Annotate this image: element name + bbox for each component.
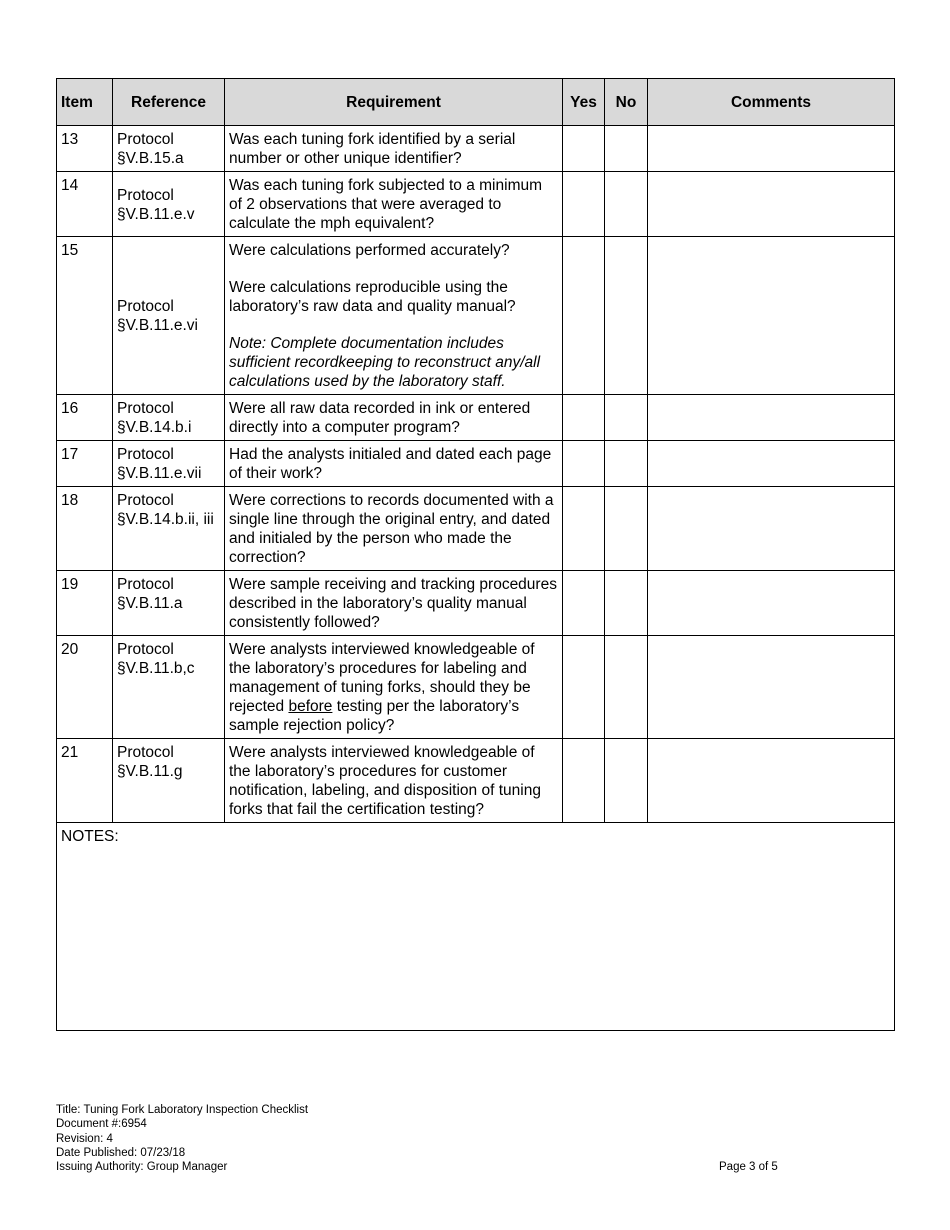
yes-cell[interactable] — [563, 636, 605, 739]
item-number: 20 — [57, 636, 113, 739]
comments-cell[interactable] — [648, 172, 895, 237]
reference-cell: Protocol §V.B.11.a — [113, 571, 225, 636]
requirement-text: Was each tuning fork subjected to a minimum of 2 observations that were averaged to calculate the mph equivalent? — [229, 177, 543, 232]
reference-cell: Protocol §V.B.14.b.i — [113, 395, 225, 441]
notes-cell[interactable] — [57, 823, 895, 1031]
no-cell[interactable] — [605, 636, 648, 739]
no-cell[interactable] — [605, 126, 648, 172]
requirement-text: Were all raw data recorded in ink or entered directly into a computer program? — [229, 400, 531, 436]
item-number: 15 — [57, 237, 113, 395]
comments-cell[interactable] — [648, 441, 895, 487]
yes-cell[interactable] — [563, 172, 605, 237]
table-row — [57, 237, 895, 395]
requirement-text: Were calculations performed accurately? — [229, 242, 510, 259]
notes-label: NOTES: — [61, 828, 119, 845]
document-footer — [56, 1103, 308, 1174]
requirement-text: Was each tuning fork identified by a serial number or other unique identifier? — [229, 131, 516, 167]
no-cell[interactable] — [605, 571, 648, 636]
item-number: 16 — [57, 395, 113, 441]
comments-cell[interactable] — [648, 395, 895, 441]
table-row — [57, 172, 895, 237]
yes-cell[interactable] — [563, 571, 605, 636]
requirement-cell — [225, 636, 563, 739]
yes-cell[interactable] — [563, 441, 605, 487]
table-row — [57, 571, 895, 636]
requirement-cell — [225, 441, 563, 487]
no-cell[interactable] — [605, 237, 648, 395]
requirement-text: Were corrections to records documented with a single line through the original entry, and dated and initialed by the person who made the correction? — [229, 492, 554, 566]
requirement-cell — [225, 395, 563, 441]
requirement-note: Note: Complete documentation includes sufficient recordkeeping to reconstruct any/all calculations used by the laboratory staff. — [229, 335, 541, 390]
comments-cell[interactable] — [648, 126, 895, 172]
item-number: 13 — [57, 126, 113, 172]
footer-issuing-authority: Issuing Authority: Group Manager — [56, 1161, 228, 1174]
item-number: 21 — [57, 739, 113, 823]
header-item: Item — [57, 79, 113, 126]
requirement-cell — [225, 172, 563, 237]
table-row — [57, 739, 895, 823]
reference-cell: Protocol §V.B.11.e.vii — [113, 441, 225, 487]
header-no: No — [605, 79, 648, 126]
requirement-cell — [225, 739, 563, 823]
reference-cell: Protocol §V.B.15.a — [113, 126, 225, 172]
requirement-text: Had the analysts initialed and dated each page of their work? — [229, 446, 552, 482]
no-cell[interactable] — [605, 172, 648, 237]
requirement-underlined-word: before — [288, 698, 333, 715]
table-header-row — [57, 79, 895, 126]
requirement-cell — [225, 571, 563, 636]
yes-cell[interactable] — [563, 395, 605, 441]
comments-cell[interactable] — [648, 636, 895, 739]
requirement-text-post: testing per the laboratory’s sample rejection policy? — [229, 698, 520, 734]
item-number: 18 — [57, 487, 113, 571]
yes-cell[interactable] — [563, 487, 605, 571]
requirement-cell — [225, 487, 563, 571]
reference-cell: Protocol §V.B.11.g — [113, 739, 225, 823]
header-requirement: Requirement — [225, 79, 563, 126]
notes-row — [57, 823, 895, 1031]
header-reference: Reference — [113, 79, 225, 126]
footer-revision: Revision: 4 — [56, 1132, 113, 1145]
requirement-text: Were analysts interviewed knowledgeable of the laboratory’s procedures for customer notification, labeling, and disposition of tuning forks that fail the certification testing? — [229, 744, 541, 818]
reference-cell: Protocol §V.B.11.e.v — [113, 172, 225, 237]
requirement-text-pre: Were analysts interviewed knowledgeable of the laboratory’s procedures for labeling and management of tuning forks, should they be rejected — [229, 641, 535, 715]
reference-cell: Protocol §V.B.11.e.vi — [113, 237, 225, 395]
no-cell[interactable] — [605, 487, 648, 571]
header-comments: Comments — [648, 79, 895, 126]
reference-cell: Protocol §V.B.14.b.ii, iii — [113, 487, 225, 571]
reference-cell: Protocol §V.B.11.b,c — [113, 636, 225, 739]
comments-cell[interactable] — [648, 237, 895, 395]
comments-cell[interactable] — [648, 571, 895, 636]
yes-cell[interactable] — [563, 739, 605, 823]
requirement-text-2: Were calculations reproducible using the laboratory’s raw data and quality manual? — [229, 279, 516, 315]
requirement-cell — [225, 126, 563, 172]
no-cell[interactable] — [605, 739, 648, 823]
page-number: Page 3 of 5 — [719, 1161, 778, 1173]
table-row — [57, 487, 895, 571]
footer-document-number: Document #:6954 — [56, 1118, 147, 1131]
table-row — [57, 636, 895, 739]
item-number: 14 — [57, 172, 113, 237]
requirement-text: Were sample receiving and tracking procedures described in the laboratory’s quality manual consistently followed? — [229, 576, 557, 631]
comments-cell[interactable] — [648, 487, 895, 571]
header-yes: Yes — [563, 79, 605, 126]
table-row — [57, 441, 895, 487]
table-row — [57, 395, 895, 441]
item-number: 19 — [57, 571, 113, 636]
requirement-cell — [225, 237, 563, 395]
footer-date-published: Date Published: 07/23/18 — [56, 1146, 186, 1159]
yes-cell[interactable] — [563, 237, 605, 395]
footer-title: Title: Tuning Fork Laboratory Inspection Checklist — [56, 1104, 309, 1116]
inspection-checklist-table — [56, 78, 895, 1031]
no-cell[interactable] — [605, 395, 648, 441]
table-row — [57, 126, 895, 172]
no-cell[interactable] — [605, 441, 648, 487]
item-number: 17 — [57, 441, 113, 487]
requirement-text — [229, 640, 558, 735]
comments-cell[interactable] — [648, 739, 895, 823]
yes-cell[interactable] — [563, 126, 605, 172]
